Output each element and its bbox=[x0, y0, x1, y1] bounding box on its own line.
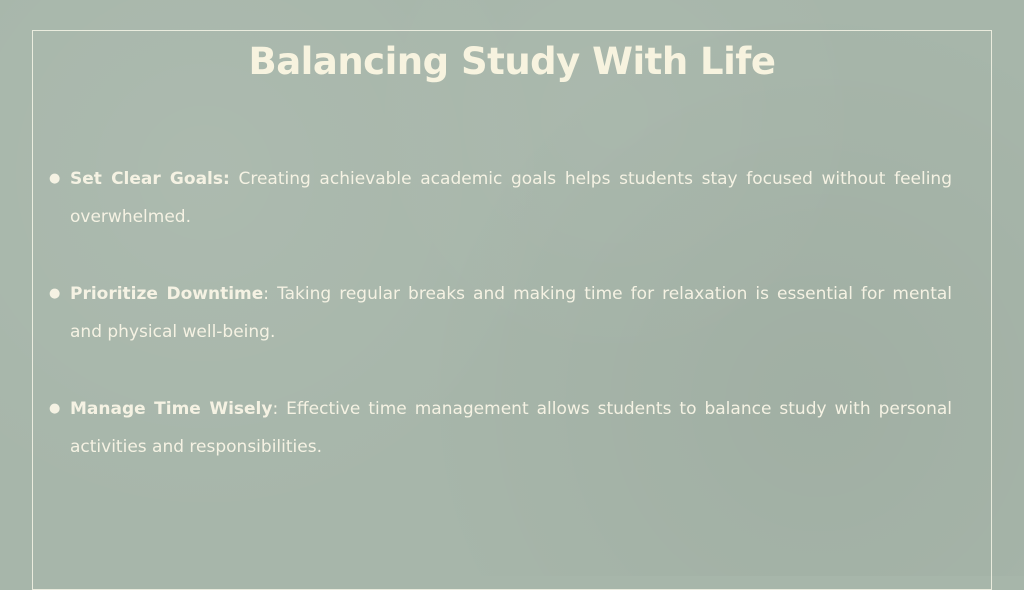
bullet-label: Prioritize Downtime bbox=[70, 284, 264, 304]
bullet-text: Creating achievable academic goals helps students stay focused without feeling overwhelmed. bbox=[70, 169, 952, 227]
bullet-item-manage-time-wisely bbox=[48, 390, 952, 466]
bullet-list bbox=[48, 160, 952, 505]
bullet-dot-icon: ● bbox=[49, 171, 61, 186]
slide-title: Balancing Study With Life bbox=[248, 40, 776, 83]
bullet-text: : Effective time management allows students to balance study with personal activities and responsibilities. bbox=[70, 399, 952, 457]
bullet-item-set-clear-goals bbox=[48, 160, 952, 236]
bullet-text: : Taking regular breaks and making time for relaxation is essential for mental and physical well-being. bbox=[70, 284, 952, 342]
bullet-dot-icon: ● bbox=[49, 401, 61, 416]
bullet-label: Manage Time Wisely bbox=[70, 399, 273, 419]
bullet-dot-icon: ● bbox=[49, 286, 61, 301]
bullet-label: Set Clear Goals: bbox=[70, 169, 230, 189]
bullet-item-prioritize-downtime bbox=[48, 275, 952, 351]
